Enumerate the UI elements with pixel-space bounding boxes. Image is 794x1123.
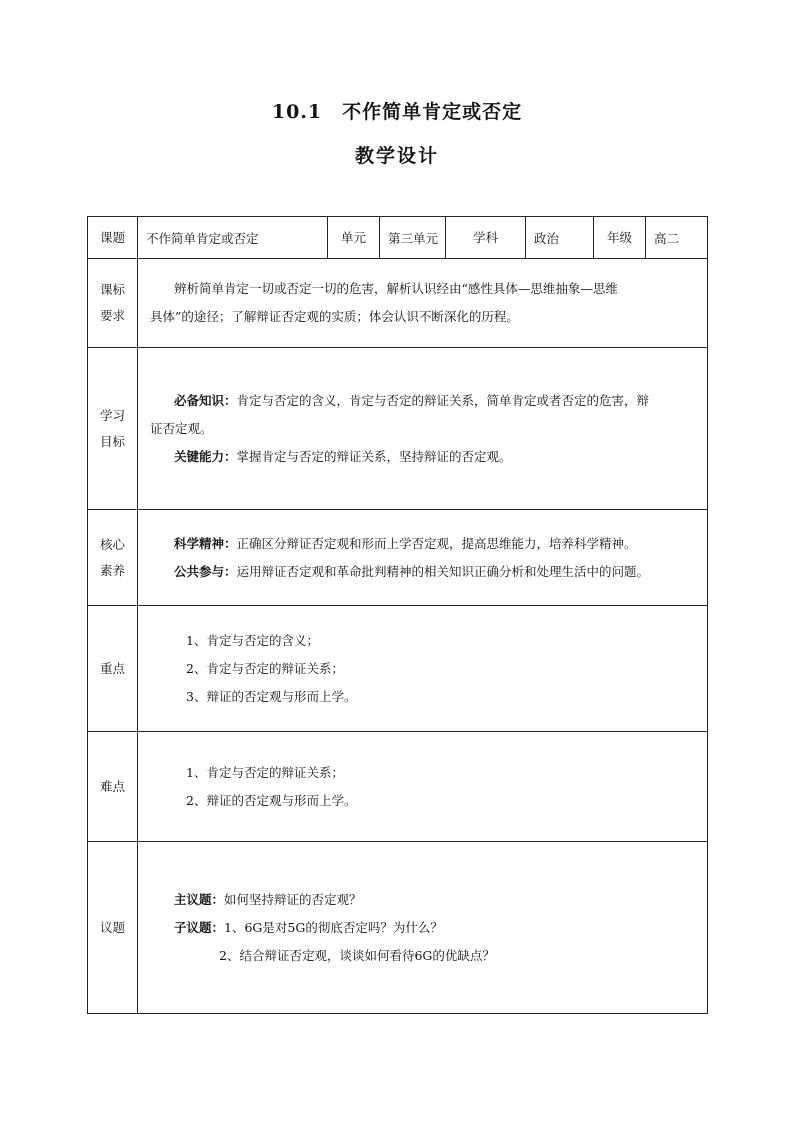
main-topic [162,886,701,914]
difficult-points-row [88,732,708,842]
participation-heading: 公共参与： [174,563,237,579]
curriculum-content [138,259,708,348]
literacy-label-line-1: 核心 [99,536,125,552]
difficult-points-label: 难点 [88,732,138,842]
curriculum-line-1: 辨析简单肯定一切或否定一切的危害，解析认识经由“感性具体—思维抽象—思维 [174,281,618,296]
key-point-item: 3、辩证的否定观与形而上学。 [186,688,357,704]
ability-heading: 关键能力： [174,448,237,464]
topic-label: 课题 [88,217,138,259]
objectives-content [138,348,708,510]
literacy-label [88,510,138,606]
difficult-points-content [138,732,708,842]
unit-label: 单元 [328,217,380,259]
curriculum-label-line-1: 课标 [99,282,125,297]
curriculum-label [88,259,138,348]
objectives-row [88,348,708,510]
objective-knowledge [162,387,701,415]
topics-row [88,842,708,1014]
knowledge-text-2: 证否定观。 [150,420,213,436]
topics-content [138,842,708,1014]
objectives-label-line-1: 学习 [99,407,125,423]
key-points-label: 重点 [88,606,138,732]
science-text: 正确区分辩证否定观和形而上学否定观，提高思维能力，培养科学精神。 [236,535,637,551]
topics-label: 议题 [88,842,138,1014]
objectives-label [88,348,138,510]
info-row [88,217,708,259]
key-point-item: 1、肯定与否定的含义； [186,632,319,648]
curriculum-line-2: 具体”的途径；了解辩证否定观的实质；体会认识不断深化的历程。 [150,309,519,324]
difficult-point-item: 1、肯定与否定的辩证关系； [186,764,344,780]
literacy-label-line-2: 素养 [99,562,125,578]
curriculum-row [88,259,708,348]
sub-topic-1 [162,914,701,942]
grade-label: 年级 [594,217,646,259]
key-points-row [88,606,708,732]
main-topic-heading: 主议题： [174,891,225,907]
literacy-row [88,510,708,606]
document-title: 10.1 不作简单肯定或否定 [271,101,523,123]
subject-label: 学科 [446,217,526,259]
knowledge-heading: 必备知识： [174,392,237,408]
participation-text: 运用辩证否定观和革命批判精神的相关知识正确分析和处理生活中的问题。 [236,563,650,579]
literacy-science [162,530,701,558]
document-subtitle: 教学设计 [354,145,439,167]
lesson-plan-table [87,216,708,1014]
ability-text: 掌握肯定与否定的辩证关系，坚持辩证的否定观。 [236,448,512,464]
curriculum-label-line-2: 要求 [99,308,125,323]
subject-value: 政治 [526,217,594,259]
key-point-item: 2、肯定与否定的辩证关系； [186,660,344,676]
sub-topic-heading: 子议题： [174,919,225,935]
grade-value: 高二 [646,217,708,259]
objectives-label-line-2: 目标 [99,433,125,449]
knowledge-text-1: 肯定与否定的含义，肯定与否定的辩证关系，简单肯定或者否定的危害，辩 [236,392,650,408]
difficult-point-item: 2、辩证的否定观与形而上学。 [186,792,357,808]
science-heading: 科学精神： [174,535,237,551]
objective-ability [162,443,701,471]
unit-value: 第三单元 [380,217,446,259]
sub-topic-2: 2、结合辩证否定观，谈谈如何看待6G的优缺点？ [219,947,495,963]
literacy-content [138,510,708,606]
topic-value: 不作简单肯定或否定 [138,217,328,259]
sub-topic-1-text: 1、6G是对5G的彻底否定吗？为什么？ [224,919,443,935]
literacy-participation [162,558,701,586]
key-points-content [138,606,708,732]
main-topic-text: 如何坚持辩证的否定观？ [224,891,362,907]
